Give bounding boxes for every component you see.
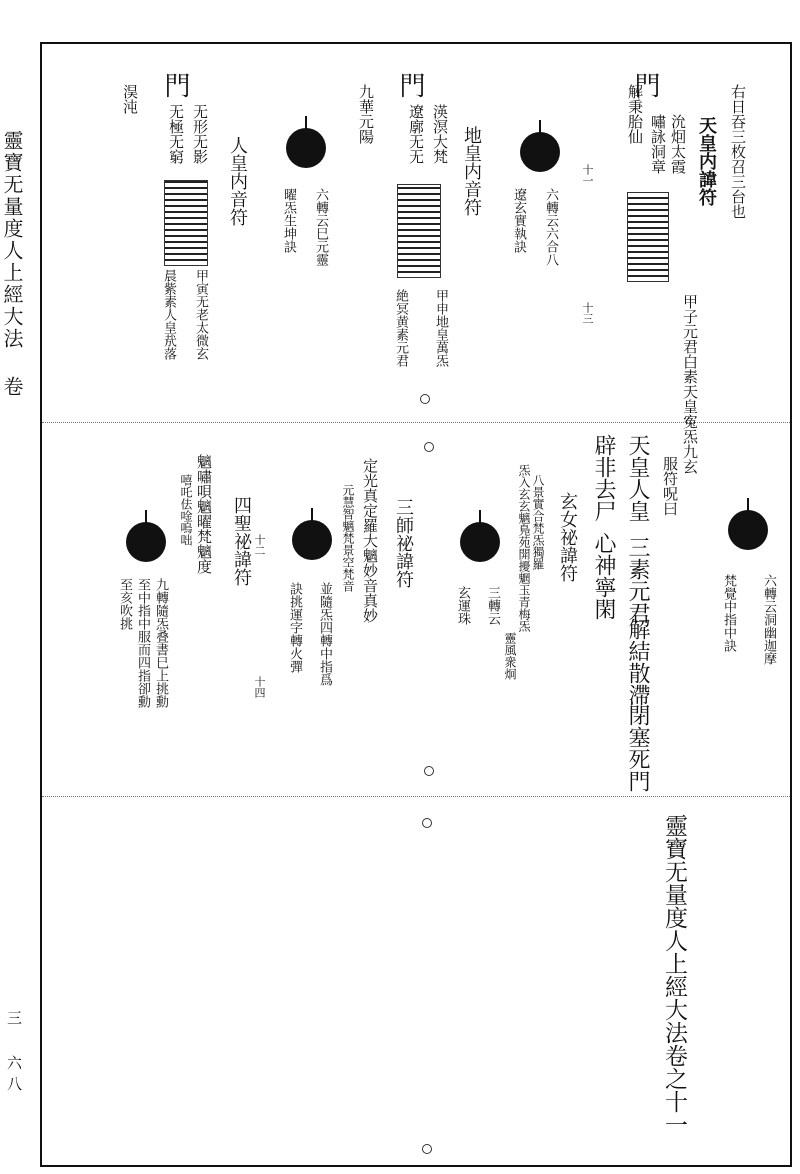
note: 十二 [253,534,266,556]
talisman-caption: 甲申地皇萬炁 [433,289,448,367]
four-sages-text: 嘻吒佉唫嗚咄 [179,474,193,546]
incantation-line: 閉塞死門 [625,704,650,792]
circle-mark [420,394,430,404]
mudra-text: 梵覺中指中訣 [721,574,736,652]
margin-page-number: 三 六八 [5,1010,23,1097]
gate-text: 无形无影 [191,104,209,164]
mudra-text: 六轉云六合八 [543,188,558,266]
closing-title: 靈寶无量度人上經大法卷之十一 [661,814,687,1136]
seal-icon [520,132,560,172]
talisman-human [164,180,208,266]
talisman-earth [397,184,441,278]
jade-girl-heading: 玄女祕諱符 [557,492,578,582]
talisman-caption: 甲子元君白素天皇寃炁九玄 [681,294,699,474]
incantation-line: 三素元君 [625,536,650,624]
incantation-line: 心神寧閑 [591,532,616,620]
note: 十一 [581,164,594,186]
gate-text: 无極无窮 [167,104,185,164]
incantation-line: 辟非去尸 [591,434,616,522]
mudra-text: 曜炁生坤訣 [281,188,296,253]
earth-heading: 地皇内音符 [461,126,482,216]
mudra-text: 玄運珠 [455,586,470,625]
three-masters-heading: 三師祕諱符 [393,498,414,588]
margin-title: 靈寶无量度人上經大法 卷 [0,130,24,398]
seal-icon [460,522,500,562]
mudra-text: 訣挑運字轉火彈 [287,582,302,673]
gate-line: 門 [160,72,190,98]
talisman-caption: 甲寅无老太微玄 [193,269,208,360]
incantation-line: 解結散滯 [625,618,650,706]
seal-icon [728,510,768,550]
note: 十四 [253,676,266,698]
circle-mark [422,1144,432,1154]
jade-girl-text: 八景實合梵炁獨羅 [531,474,545,570]
gate-text: 淏沌 [121,84,139,114]
mudra-text: 九轉隨炁叠書巳上挑勳 [153,578,168,708]
jade-girl-text: 炁入玄玄魑鳬苑開擾魍玉青梅炁 [517,464,531,632]
jade-girl-text: 靈風衆炯 [503,632,517,680]
three-masters-text: 元慧智魑梵景空梵音 [341,484,355,592]
talisman-caption: 絶冥黄素元君 [393,289,408,367]
four-sages-text: 魑嘯唄魑曜梵魑度 [195,454,213,574]
incantation-title: 服符呪曰 [661,456,679,516]
mudra-text: 至中指中服而四指卻勳 [135,578,150,708]
intro-line: 右日吞三枚召三台也 [729,84,747,219]
talisman-caption: 晨紫素人皇㢤落 [161,269,176,360]
seal-icon [286,128,326,168]
circle-mark [424,766,434,776]
gate-text: 渶溟大梵 [431,104,449,164]
note: 十三 [581,302,594,324]
gate-text: 九華元陽 [357,84,375,144]
heaven-heading: 天皇内諱符 [696,116,717,206]
gate-text: 解秉胎仙 [626,84,644,144]
mudra-text: 至亥吹挑 [117,578,132,630]
section-divider-2 [42,796,790,797]
mudra-text: 並隨炁四轉中指爲 [317,582,332,686]
gate-line: 門 [395,72,425,98]
seal-icon [126,522,166,562]
mudra-text: 三轉云 [485,586,500,625]
incantation-line: 天皇人皇 [625,434,650,522]
talisman-heaven [627,192,669,282]
four-sages-heading: 四聖祕諱符 [231,496,252,586]
human-heading: 人皇内音符 [227,136,248,226]
section-divider-1 [42,422,790,423]
mudra-text: 遼玄實執訣 [511,188,526,253]
page-frame [40,42,792,1167]
gate-line: 門 [630,72,660,98]
three-masters-text: 定光真定羅大魑妙音真妙 [361,458,379,623]
gate-text: 沇𤇆太霞 [669,114,687,174]
gate-text: 遼廓无无 [407,104,425,164]
gate-text: 嘯詠洞章 [649,114,667,174]
circle-mark [422,818,432,828]
circle-mark [424,442,434,452]
mudra-text: 六轉云洞幽迦摩 [761,574,776,665]
seal-icon [292,520,332,560]
mudra-text: 六轉云巳元靈 [313,188,328,266]
